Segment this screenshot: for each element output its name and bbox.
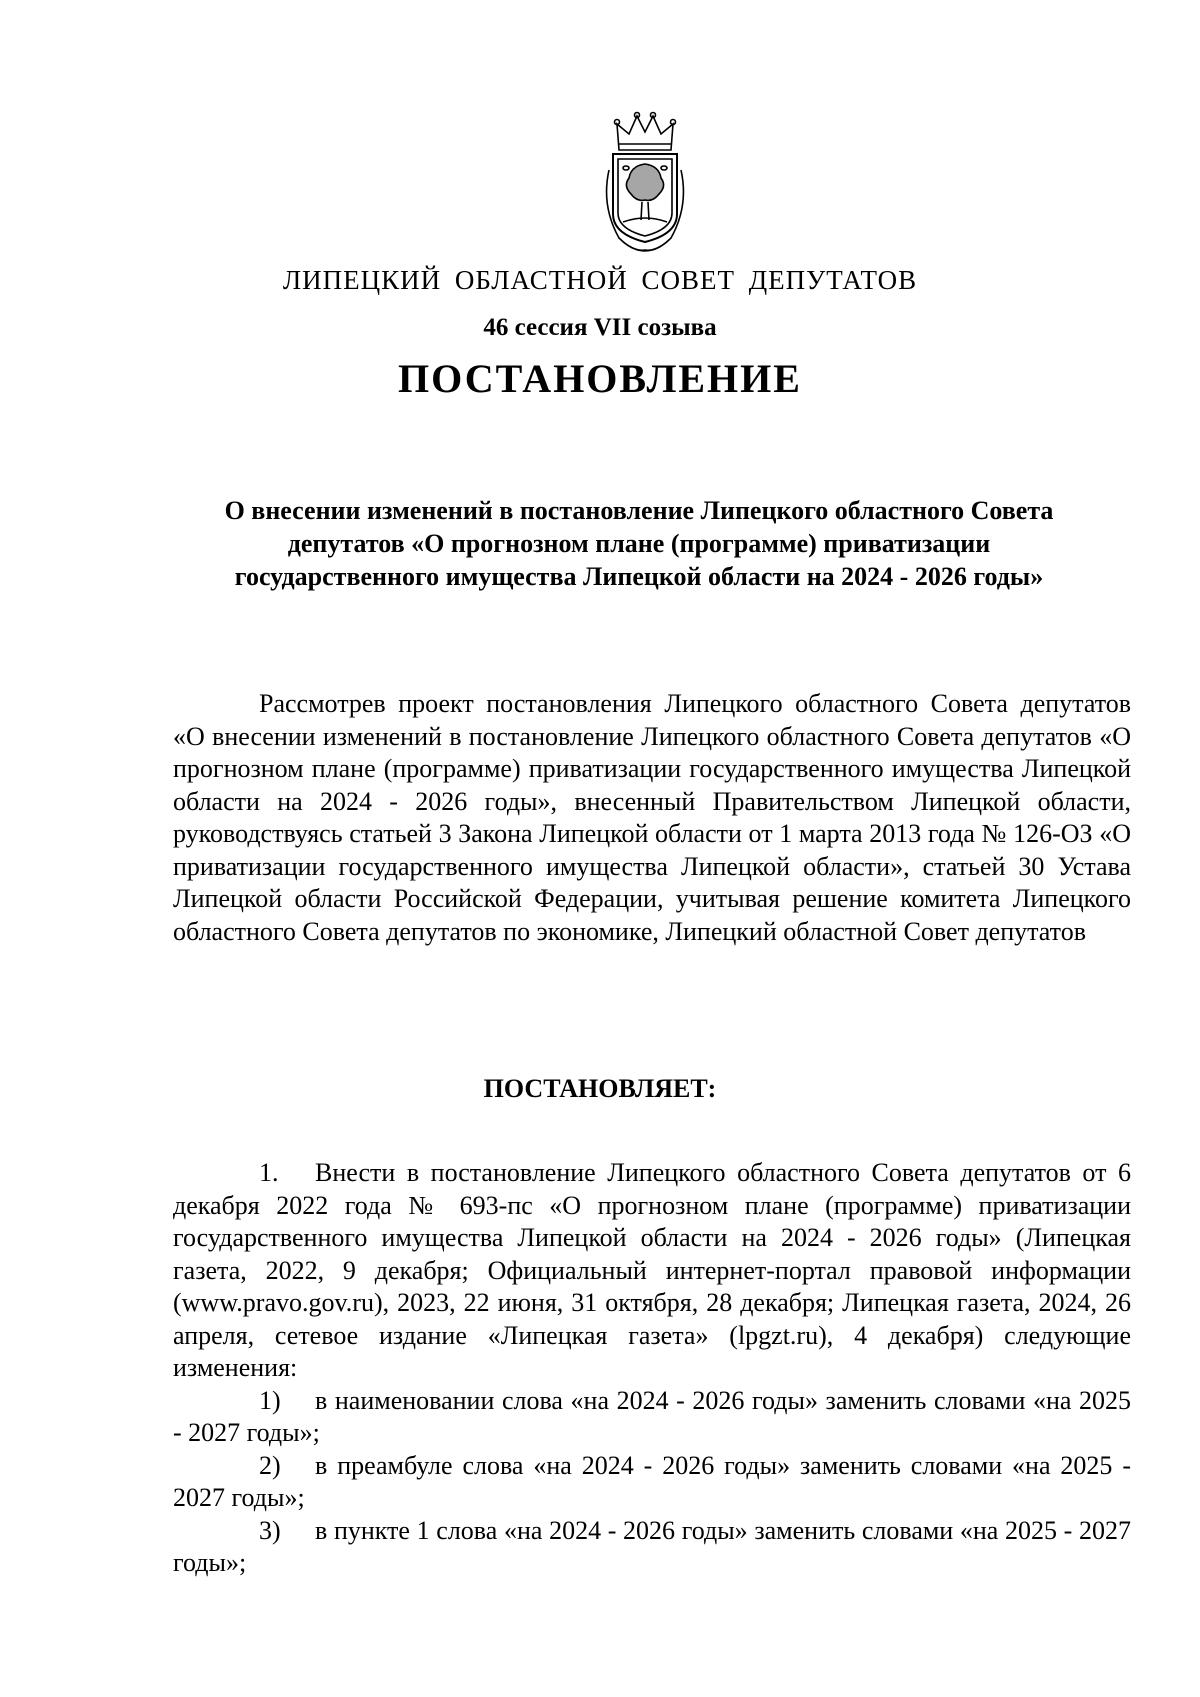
list-item (173, 1515, 1131, 1580)
item-number: 2) (259, 1450, 281, 1480)
item-text: в пункте 1 слова «на 2024 - 2026 годы» заменить словами «на 2025 - 2027 годы»; (173, 1515, 1131, 1577)
list-item (173, 1450, 1131, 1515)
list-item (173, 1385, 1131, 1450)
council-name: ЛИПЕЦКИЙ ОБЛАСТНОЙ СОВЕТ ДЕПУТАТОВ (282, 265, 918, 295)
item-text: в наименовании слова «на 2024 - 2026 годы» заменить словами «на 2025 - 2027 годы»; (173, 1385, 1131, 1447)
subject-line: государственного имущества Липецкой области на 2024 - 2026 годы» (234, 562, 1044, 591)
session-number: 46 сессия VII созыва (483, 314, 717, 341)
subject-line: депутатов «О прогнозном плане (программе) приватизации (287, 529, 991, 558)
item-text: в преамбуле слова «на 2024 - 2026 годы» заменить словами «на 2025 - 2027 годы»; (173, 1450, 1131, 1512)
decree-items (173, 1157, 1131, 1580)
subject-line: О внесении изменений в постановление Липецкого областного Совета (224, 496, 1054, 525)
document-type: ПОСТАНОВЛЕНИЕ (398, 356, 802, 401)
decree-heading: ПОСТАНОВЛЯЕТ: (483, 1074, 717, 1103)
item-number: 1. (259, 1158, 279, 1187)
document-subject (172, 494, 1106, 593)
preamble-text: Рассмотрев проект постановления Липецкого областного Совета депутатов «О внесении изменений в постановление Липецкого областного Совета депутатов «О прогнозном плане (программе) приватизации государственного имущества Липецкой области на 2024 - 2026 годы», внесенный Правительством Липецкой области, руководствуясь статьей 3 Закона Липецкой области от 1 марта 2013 года № 126-ОЗ «О приватизации государственного имущества Липецкой области», статьей 30 Устава Липецкой области Российской Федерации, учитывая решение комитета Липецкого областного Совета депутатов по экономике, Липецкий областной Совет депутатов (173, 689, 1131, 946)
item-text: Внести в постановление Липецкого областного Совета депутатов от 6 декабря 2022 года № 693-пс «О прогнозном плане (программе) приватизации государственного имущества Липецкой области на 2024 - 2026 годы» (Липецкая газета, 2022, 9 декабря; Официальный интернет-портал правовой информации (www.pravo.gov.ru), 2023, 22 июня, 31 октября, 28 декабря; Липецкая газета, 2024, 26 апреля, сетевое издание «Липецкая газета» (lpgzt.ru), 4 декабря) следующие изменения: (173, 1158, 1131, 1382)
list-item (173, 1157, 1131, 1385)
preamble-paragraph (173, 688, 1131, 948)
coat-of-arms-icon (599, 110, 691, 258)
item-number: 1) (259, 1385, 281, 1415)
item-number: 3) (259, 1515, 281, 1545)
